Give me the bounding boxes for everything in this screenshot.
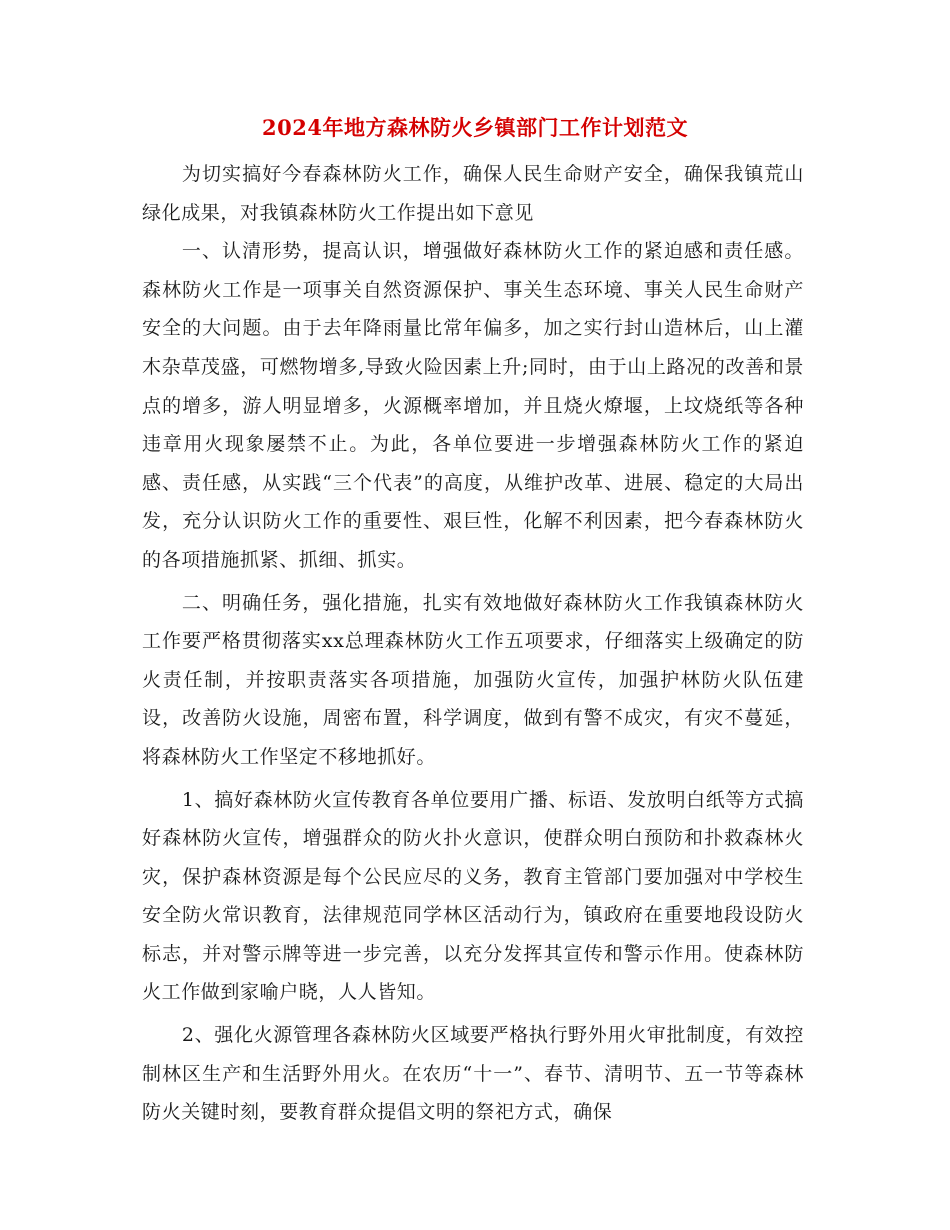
- paragraph-section-1: 一、认清形势，提高认识，增强做好森林防火工作的紧迫感和责任感。森林防火工作是一项事关自然资源保护、事关生态环境、事关人民生命财产安全的大问题。由于去年降雨量比常年偏多，加之实行封山造林后，山上灌木杂草茂盛，可燃物增多,导致火险因素上升;同时，由于山上路况的改善和景点的增多，游人明显增多，火源概率增加，并且烧火燎堰，上坟烧纸等各种违章用火现象屡禁不止。为此，各单位要进一步增强森林防火工作的紧迫感、责任感，从实践“三个代表”的高度，从维护改革、进展、稳定的大局出发，充分认识防火工作的重要性、艰巨性，化解不利因素，把今春森林防火的各项措施抓紧、抓细、抓实。: [142, 240, 804, 571]
- document-body: [142, 155, 804, 1132]
- document-title: 2024年地方森林防火乡镇部门工作计划范文: [262, 115, 688, 140]
- paragraph-item-1: 1、搞好森林防火宣传教育各单位要用广播、标语、发放明白纸等方式搞好森林防火宣传，增强群众的防火扑火意识，使群众明白预防和扑救森林火灾，保护森林资源是每个公民应尽的义务，教育主管部门要加强对中学校生安全防火常识教育，法律规范同学林区活动行为，镇政府在重要地段设防火标志，并对警示牌等进一步完善，以充分发挥其宣传和警示作用。使森林防火工作做到家喻户晓，人人皆知。: [142, 788, 804, 1004]
- paragraph-intro: 为切实搞好今春森林防火工作，确保人民生命财产安全，确保我镇荒山绿化成果，对我镇森林防火工作提出如下意见: [142, 163, 804, 224]
- paragraph-section-2: 二、明确任务，强化措施，扎实有效地做好森林防火工作我镇森林防火工作要严格贯彻落实xx总理森林防火工作五项要求，仔细落实上级确定的防火责任制，并按职责落实各项措施，加强防火宣传，加强护林防火队伍建设，改善防火设施，周密布置，科学调度，做到有警不成灾，有灾不蔓延，将森林防火工作坚定不移地抓好。: [142, 591, 804, 768]
- paragraph-item-2: 2、强化火源管理各森林防火区域要严格执行野外用火审批制度，有效控制林区生产和生活野外用火。在农历“十一”、春节、清明节、五一节等森林防火关键时刻，要教育群众提倡文明的祭祀方式，确保: [142, 1024, 804, 1124]
